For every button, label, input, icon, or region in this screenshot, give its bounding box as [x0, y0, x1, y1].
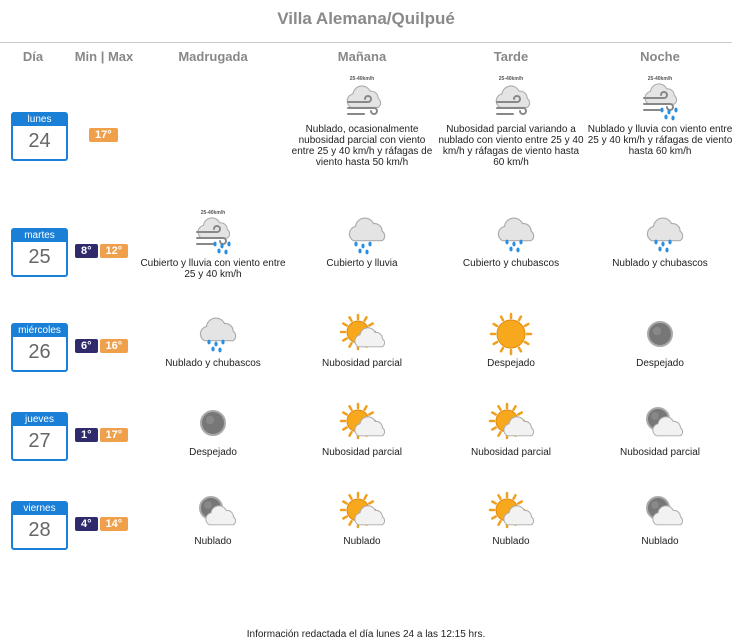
header-divider	[0, 42, 732, 43]
forecast-cell	[436, 214, 586, 269]
forecast-text: Nublado	[343, 536, 381, 547]
header-madrugada: Madrugada	[178, 49, 248, 64]
moon-cloud-icon	[638, 403, 682, 443]
day-badge-26	[11, 323, 68, 372]
temp-range	[75, 244, 128, 258]
sun-cloud-icon	[340, 314, 384, 354]
sun-cloud-icon	[340, 403, 384, 443]
sun-cloud-icon	[340, 492, 384, 532]
forecast-cell	[585, 403, 732, 458]
forecast-cell	[287, 314, 437, 369]
cloud-showers-icon	[489, 214, 533, 254]
day-number: 27	[28, 430, 51, 452]
wind-label: 25-40km/h	[647, 76, 673, 82]
wind-label: 25-40km/h	[498, 76, 524, 82]
forecast-cell	[138, 314, 288, 369]
forecast-cell	[138, 492, 288, 547]
forecast-cell	[585, 492, 732, 547]
day-name: viernes	[13, 503, 66, 515]
forecast-text: Cubierto y chubascos	[462, 258, 560, 269]
forecast-cell	[585, 214, 732, 269]
day-badge-28	[11, 501, 68, 550]
forecast-cell	[287, 76, 437, 168]
forecast-cell	[436, 76, 586, 168]
day-badge-25	[11, 228, 68, 277]
forecast-text: Nublado y lluvia con viento entre 25 y 40 km/h y ráfagas de viento hasta 60 km/h	[587, 124, 732, 157]
forecast-text: Despejado	[636, 358, 684, 369]
forecast-text: Nubosidad parcial	[619, 447, 701, 458]
forecast-text: Cubierto y lluvia	[326, 258, 398, 269]
forecast-text: Nubosidad parcial	[321, 447, 403, 458]
day-name: martes	[13, 230, 66, 242]
forecast-cell	[436, 492, 586, 547]
forecast-text: Nublado y chubascos	[165, 358, 261, 369]
forecast-text: Despejado	[189, 447, 237, 458]
forecast-cell	[436, 403, 586, 458]
cloud-wind-icon	[489, 76, 533, 120]
forecast-cell	[585, 76, 732, 157]
temp-range	[75, 339, 128, 353]
forecast-text: Cubierto y lluvia con viento entre 25 y 40 km/h	[140, 258, 286, 280]
cloud-showers-icon	[638, 214, 682, 254]
cloud-rain-wind-icon	[191, 210, 235, 254]
temp-max: 12°	[100, 244, 129, 258]
header-tarde: Tarde	[493, 49, 529, 64]
forecast-text: Nublado	[492, 536, 530, 547]
forecast-cell	[585, 314, 732, 369]
header-dia: Día	[22, 49, 44, 64]
forecast-text: Nublado	[194, 536, 232, 547]
temp-range	[89, 128, 118, 142]
cloud-rain-icon	[340, 214, 384, 254]
cloud-showers-icon	[191, 314, 235, 354]
forecast-text: Nubosidad parcial	[470, 447, 552, 458]
wind-label: 25-40km/h	[349, 76, 375, 82]
header-minmax: Min | Max	[74, 49, 134, 64]
forecast-cell	[138, 403, 288, 458]
temp-min: 4°	[75, 517, 98, 531]
cloud-wind-icon	[340, 76, 384, 120]
temp-max: 17°	[89, 128, 118, 142]
forecast-cell	[287, 492, 437, 547]
forecast-text: Nublado, ocasionalmente nubosidad parcial con viento entre 25 y 40 km/h y ráfagas de viento hasta 50 km/h	[291, 124, 433, 168]
cloud-rain-wind-icon	[638, 76, 682, 120]
forecast-text: Nublado y chubascos	[612, 258, 708, 269]
temp-min: 8°	[75, 244, 98, 258]
wind-label: 25-40km/h	[200, 210, 226, 216]
sun-cloud-icon	[489, 403, 533, 443]
footer-note: Información redactada el día lunes 24 a las 12:15 hrs.	[246, 629, 486, 640]
forecast-text: Despejado	[487, 358, 535, 369]
header-manana: Mañana	[337, 49, 387, 64]
day-badge-24	[11, 112, 68, 161]
day-name: miércoles	[13, 325, 66, 337]
temp-range	[75, 517, 128, 531]
day-number: 24	[28, 130, 51, 152]
temp-max: 17°	[100, 428, 129, 442]
moon-cloud-icon	[191, 492, 235, 532]
forecast-text: Nublado	[641, 536, 679, 547]
temp-min: 1°	[75, 428, 98, 442]
moon-icon	[638, 314, 682, 354]
sun-icon	[489, 314, 533, 354]
day-badge-27	[11, 412, 68, 461]
header-noche: Noche	[640, 49, 680, 64]
sun-cloud-icon	[489, 492, 533, 532]
day-number: 28	[28, 519, 51, 541]
forecast-cell	[436, 314, 586, 369]
day-number: 26	[28, 341, 51, 363]
day-number: 25	[28, 246, 51, 268]
day-name: jueves	[13, 414, 66, 426]
temp-max: 16°	[100, 339, 129, 353]
temp-max: 14°	[100, 517, 129, 531]
moon-cloud-icon	[638, 492, 682, 532]
temp-range	[75, 428, 128, 442]
forecast-cell	[287, 403, 437, 458]
moon-icon	[191, 403, 235, 443]
forecast-cell	[287, 214, 437, 269]
day-name: lunes	[13, 114, 66, 126]
page-title: Villa Alemana/Quilpué	[277, 9, 455, 28]
temp-min: 6°	[75, 339, 98, 353]
forecast-cell	[138, 210, 288, 280]
forecast-text: Nubosidad parcial variando a nublado con viento entre 25 y 40 km/h y ráfagas de viento hasta 60 km/h	[438, 124, 584, 168]
forecast-text: Nubosidad parcial	[321, 358, 403, 369]
